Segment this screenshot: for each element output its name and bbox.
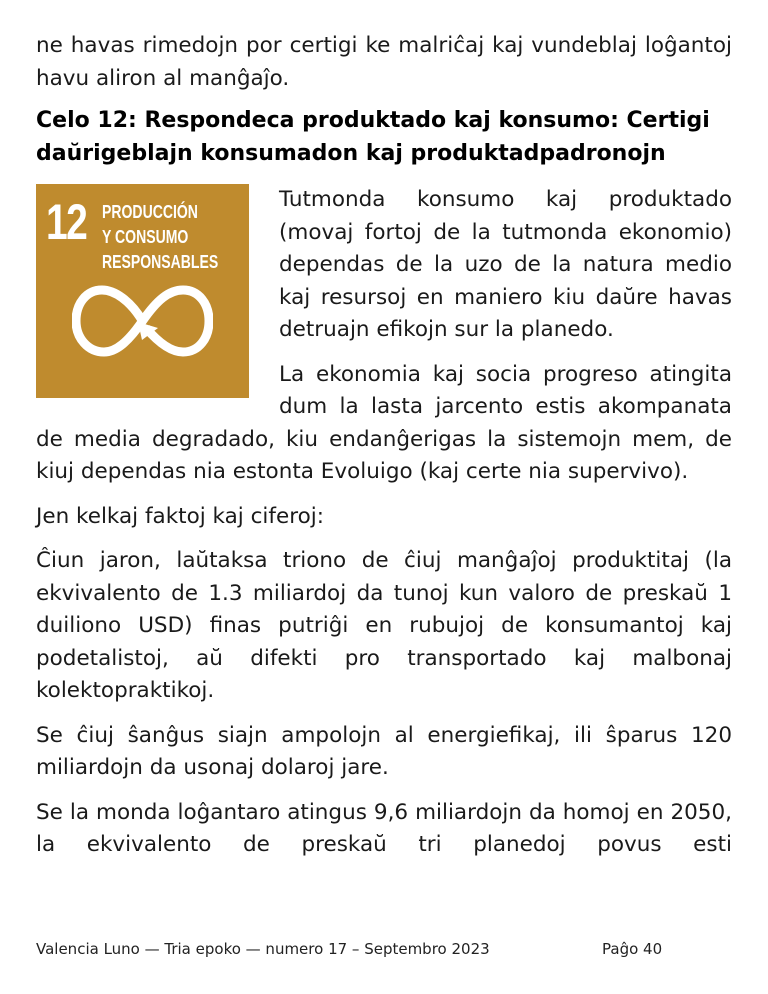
sdg-title [102, 200, 218, 275]
sdg-title-line: RESPONSABLES [102, 252, 219, 272]
paragraph-progress: La ekonomia kaj socia progreso atingita dum la lasta jarcento estis akompanata de media degradado, kiu endanĝerigas la sistemojn mem, de kiuj dependas nia estonta Evoluigo (kaj certe nia supervivo). [36, 361, 732, 484]
paragraph-consumption: Tutmonda konsumo kaj produktado (movaj fortoj de la tutmonda ekonomio) dependas de la uzo de la natura medio kaj resursoj en maniero kiu daŭre havas detruajn efikojn sur la planedo. [279, 187, 732, 342]
sdg-block [36, 184, 732, 489]
paragraph-facts-intro: Jen kelkaj faktoj kaj ciferoj: [36, 503, 324, 529]
section-heading: Celo 12: Respondeca produktado kaj konsumo: Certigi daŭrigeblajn konsumadon kaj produktadpadronojn [36, 108, 710, 166]
infinity-arrow-icon [72, 282, 213, 360]
sdg-title-line: PRODUCCIÓN [102, 202, 198, 222]
sdg-12-tile [36, 184, 249, 398]
paragraph-light-bulbs: Se ĉiuj ŝanĝus siajn ampolojn al energiefikaj, ili ŝparus 120 miliardojn da usonaj dolaroj jare. [36, 722, 732, 780]
footer-publication: Valencia Luno — Tria epoko — numero 17 – Septembro 2023 [36, 940, 490, 958]
sdg-number: 12 [46, 194, 87, 250]
paragraph-population: Se la monda loĝantaro atingus 9,6 miliardojn da homoj en 2050, la ekvivalento de preskaŭ tri planedoj povus esti [36, 799, 732, 857]
paragraph-food-waste: Ĉiun jaron, laŭtaksa triono de ĉiuj manĝaĵoj produktitaj (la ekvivalento de 1.3 miliardoj da tunoj kun valoro de preskaŭ 1 duiliono USD) finas putriĝi en rubujoj de konsumantoj kaj podetalistoj, aŭ difekti pro transportado kaj malbonaj kolektopraktikoj. [36, 548, 732, 703]
footer-page-number: Paĝo 40 [602, 940, 663, 958]
sdg-title-line: Y CONSUMO [102, 227, 189, 247]
page-content [36, 30, 732, 862]
paragraph-intro: ne havas rimedojn por certigi ke malriĉaj kaj vundeblaj loĝantoj havu aliron al manĝaĵo. [36, 33, 732, 91]
